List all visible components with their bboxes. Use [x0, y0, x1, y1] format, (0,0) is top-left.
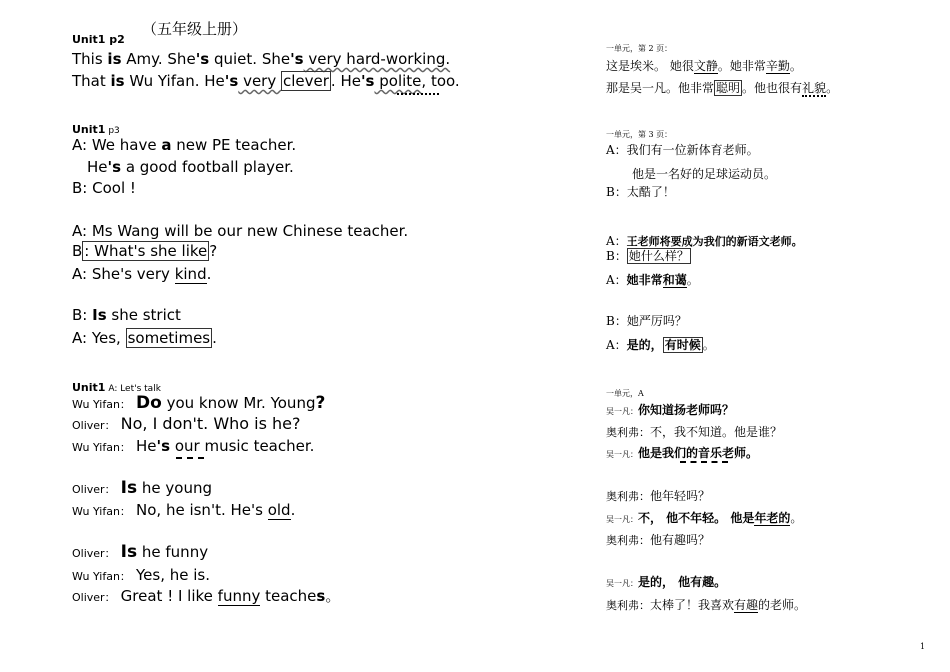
page-number: 1: [920, 642, 926, 651]
zh-sentence-amy: 这是埃米。 她很文静。她非常辛勤。: [606, 59, 802, 73]
dialog-line-8: Oliver： Great ! I like funny teaches。: [72, 587, 341, 605]
zh-dialog-sometimes: A：是的， 有时候 。: [606, 338, 715, 352]
dialog-line-2: Oliver： No, I don't. Who is he?: [72, 414, 301, 433]
dialog-pe-teacher: A: We have a new PE teacher.: [72, 136, 297, 154]
unit-label-p2: Unit1 p2: [72, 33, 125, 46]
zh-section-header-talk: 一单元，A: [606, 389, 644, 398]
dialog-line-7: Wu Yifan： Yes, he is.: [72, 566, 211, 584]
zh-talk-line-4: 奥利弗：他年轻吗？: [606, 489, 711, 503]
zh-dashed-underline: [680, 461, 728, 463]
zh-dialog-ms-wang: A：王老师将要成为我们的新语文老师。: [606, 234, 803, 248]
dialog-cool: B: Cool !: [72, 179, 136, 197]
zh-section-header-p3: 一单元，第 3 页：: [606, 130, 673, 139]
zh-talk-line-2: 奥利弗：不，我不知道。他是谁？: [606, 425, 783, 439]
zh-talk-line-5: 吴一凡：不， 他不年轻。 他是年老的。: [606, 511, 803, 525]
unit-label-p3: Unit1 p3: [72, 123, 120, 136]
dialog-line-1: Wu Yifan： Do you know Mr. Young?: [72, 393, 326, 413]
sentence-amy: This is Amy. She's quiet. She's very hard-working.: [72, 50, 451, 68]
dialog-kind: A: She's very kind.: [72, 265, 212, 283]
zh-dialog-kind: A：她非常和蔼。: [606, 273, 699, 287]
dialog-what-like: B : What's she like ?: [72, 242, 218, 260]
dialog-line-3: Wu Yifan： He's our music teacher.: [72, 437, 315, 455]
dialog-strict: B: Is she strict: [72, 306, 181, 324]
zh-talk-line-8: 奥利弗：太棒了！我喜欢有趣的老师。: [606, 598, 807, 612]
zh-dialog-cool: B：太酷了！: [606, 185, 675, 199]
zh-section-header-p2: 一单元，第 2 页：: [606, 44, 673, 53]
dotted-underline: [397, 93, 439, 95]
zh-talk-line-6: 奥利弗：他有趣吗？: [606, 533, 711, 547]
zh-dialog-pe: A：我们有一位新体育老师。: [606, 143, 759, 157]
dialog-football: He's a good football player.: [87, 158, 294, 176]
sentence-wu-yifan: That is Wu Yifan. He's very clever . He's polite, too.: [72, 72, 460, 90]
zh-talk-line-1: 吴一凡：你知道扬老师吗？: [606, 403, 735, 417]
dialog-line-6: Oliver： Is he funny: [72, 542, 209, 562]
zh-talk-line-3: 吴一凡：他是我们的音乐老师。: [606, 446, 759, 460]
dialog-sometimes: A: Yes, sometimes .: [72, 329, 217, 347]
dialog-line-5: Wu Yifan： No, he isn't. He's old.: [72, 501, 296, 519]
unit-label-talk: Unit1 A: Let's talk: [72, 381, 161, 394]
zh-dialog-football: 他是一名好的足球运动员。: [632, 167, 777, 181]
zh-talk-line-7: 吴一凡：是的， 他有趣。: [606, 575, 727, 589]
zh-sentence-wu-yifan: 那是吴一凡。他非常 聪明 。他也很有礼貌。: [606, 81, 839, 95]
dialog-ms-wang: A: Ms Wang will be our new Chinese teacher.: [72, 222, 409, 240]
grade-title: （五年级上册）: [142, 20, 248, 38]
zh-dialog-what-like: B： 她什么样？: [606, 249, 689, 263]
dialog-line-4: Oliver： Is he young: [72, 478, 212, 498]
dashed-underline: [176, 457, 204, 459]
zh-dialog-strict: B：她严厉吗？: [606, 314, 687, 328]
